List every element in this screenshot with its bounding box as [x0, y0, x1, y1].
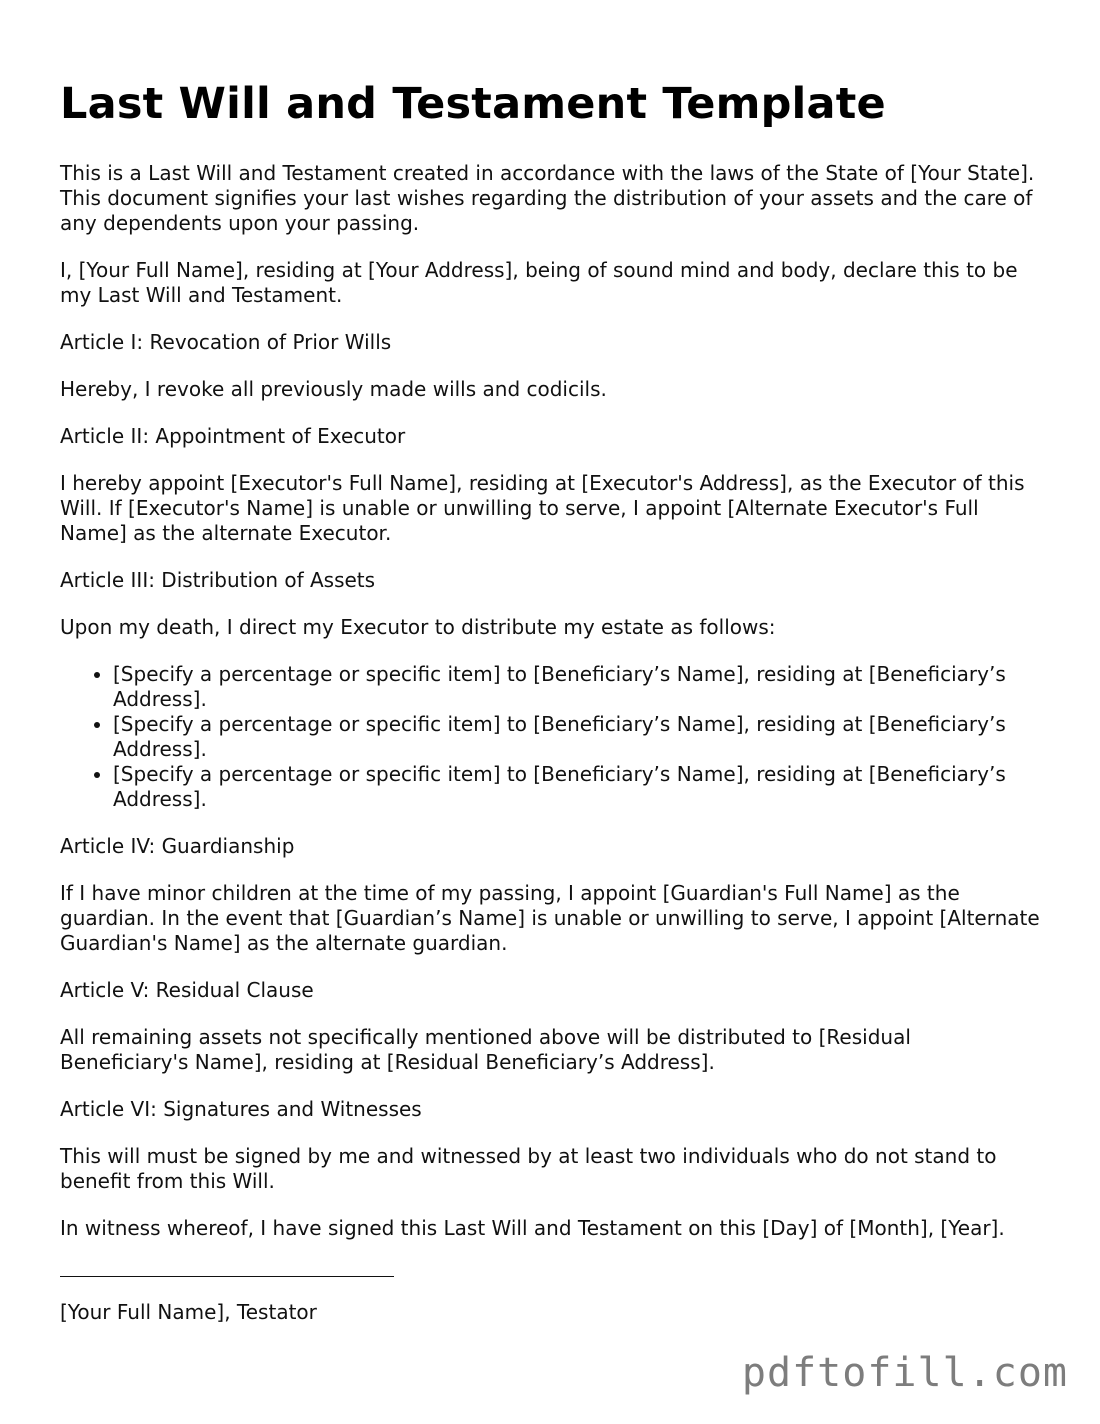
- article-6-heading: Article VI: Signatures and Witnesses: [60, 1097, 422, 1121]
- document-title: Last Will and Testament Template: [60, 79, 886, 129]
- list-item: • [Specify a percentage or specific item] to [Beneficiary’s Name], residing at [Beneficiary’s Address].: [113, 762, 1045, 812]
- intro-paragraph: This is a Last Will and Testament created in accordance with the laws of the State of [Your State]. This document signifies your last wishes regarding the distribution of your assets and the care of any dependents upon your passing.: [60, 161, 1035, 235]
- article-3-heading: Article III: Distribution of Assets: [60, 568, 376, 592]
- article-4-body: If I have minor children at the time of my passing, I appoint [Guardian's Full Name] as the guardian. In the event that [Guardian’s Name] is unable or unwilling to serve, I appoint [Alternate Guardian's Name] as the alternate guardian.: [60, 881, 1040, 955]
- list-item: • [Specify a percentage or specific item] to [Beneficiary’s Name], residing at [Beneficiary’s Address].: [113, 712, 1045, 762]
- article-2-body: I hereby appoint [Executor's Full Name], residing at [Executor's Address], as the Executor of this Will. If [Executor's Name] is unable or unwilling to serve, I appoint [Alternate Executor's Full Name] as the alternate Executor.: [60, 471, 1025, 545]
- distribution-list: [60, 662, 1045, 812]
- watermark: pdftofill.com: [741, 1350, 1068, 1396]
- signature-label: [Your Full Name], Testator: [60, 1300, 317, 1324]
- article-5-heading: Article V: Residual Clause: [60, 978, 314, 1002]
- article-2-heading: Article II: Appointment of Executor: [60, 424, 406, 448]
- article-1-body: Hereby, I revoke all previously made wills and codicils.: [60, 377, 607, 401]
- list-item: • [Specify a percentage or specific item] to [Beneficiary’s Name], residing at [Beneficiary’s Address].: [113, 662, 1045, 712]
- article-4-heading: Article IV: Guardianship: [60, 834, 295, 858]
- article-6-body: This will must be signed by me and witnessed by at least two individuals who do not stand to benefit from this Will.: [60, 1144, 997, 1193]
- witness-statement: In witness whereof, I have signed this Last Will and Testament on this [Day] of [Month], [Year].: [60, 1216, 1005, 1240]
- document-page: [60, 78, 1045, 1325]
- signature-line[interactable]: [60, 1276, 394, 1277]
- article-5-body: All remaining assets not specifically mentioned above will be distributed to [Residual Beneficiary's Name], residing at [Residual Beneficiary’s Address].: [60, 1025, 911, 1074]
- article-1-heading: Article I: Revocation of Prior Wills: [60, 330, 392, 354]
- article-3-body: Upon my death, I direct my Executor to distribute my estate as follows:: [60, 615, 776, 639]
- declaration-paragraph: I, [Your Full Name], residing at [Your Address], being of sound mind and body, declare this to be my Last Will and Testament.: [60, 258, 1018, 307]
